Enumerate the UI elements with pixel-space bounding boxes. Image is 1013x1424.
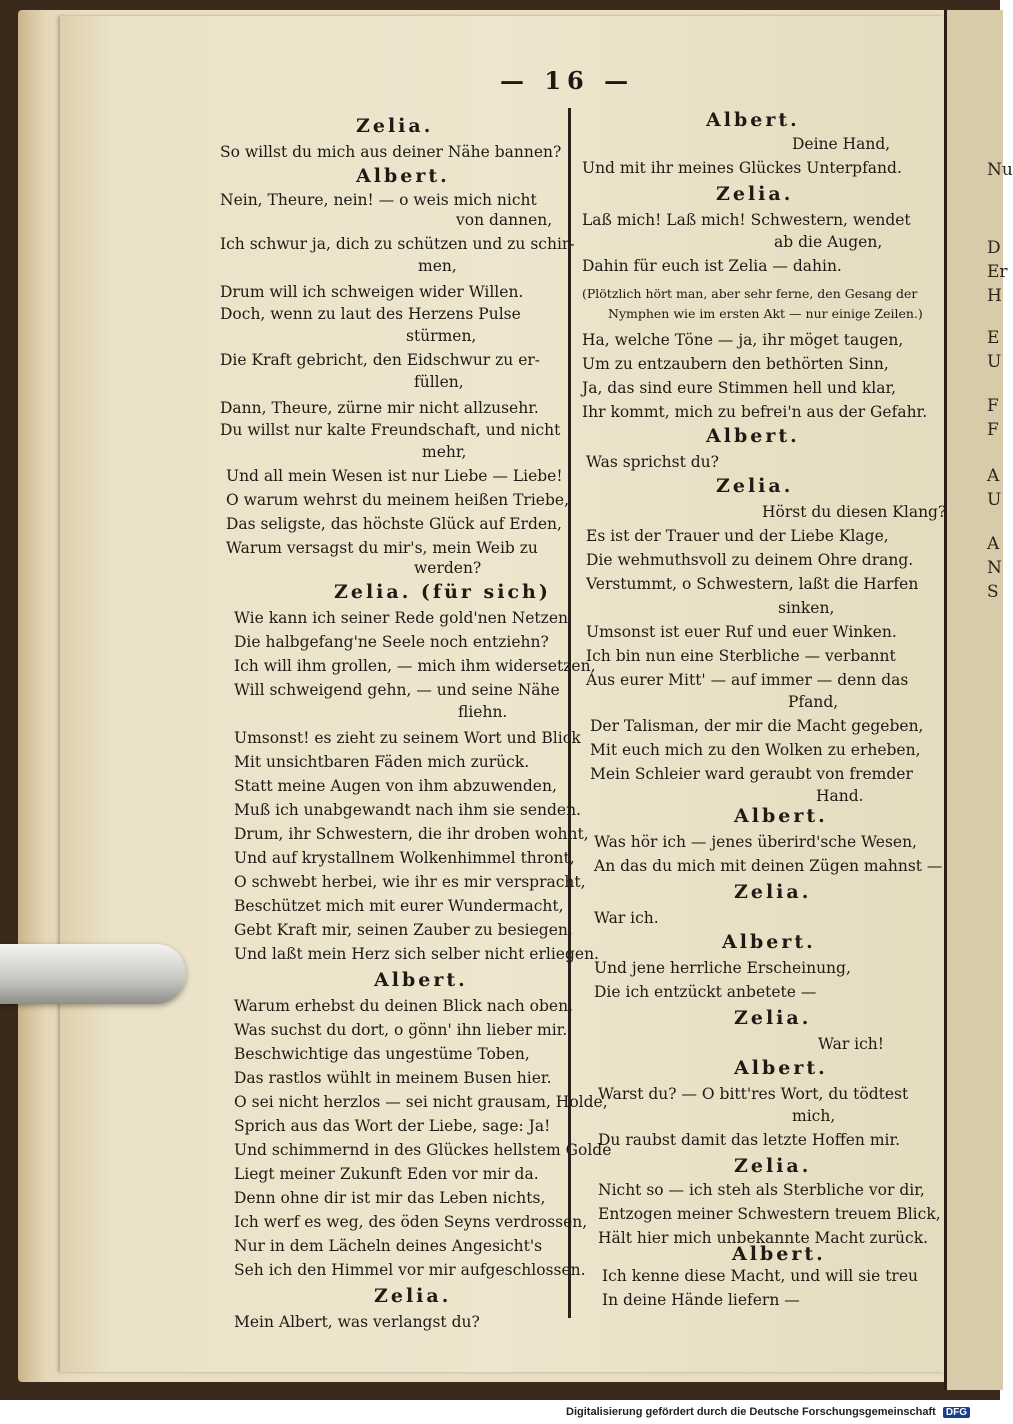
- edge-letter: U: [987, 352, 1002, 372]
- speaker-name: Zelia.: [734, 1155, 812, 1177]
- verse-line: War ich.: [594, 909, 659, 927]
- edge-letter: F: [987, 420, 999, 440]
- verse-line: Verstummt, o Schwestern, laßt die Harfen: [586, 575, 919, 593]
- speaker-name: Albert.: [732, 1243, 826, 1265]
- verse-line: Das rastlos wühlt in meinem Busen hier.: [234, 1069, 552, 1087]
- verse-line: Statt meine Augen von ihm abzuwenden,: [234, 777, 557, 795]
- verse-line: War ich!: [818, 1035, 885, 1053]
- verse-line: Entzogen meiner Schwestern treuem Blick,: [598, 1205, 941, 1223]
- edge-letter: D: [987, 238, 1001, 258]
- verse-line: Du willst nur kalte Freundschaft, und nicht: [220, 421, 561, 439]
- edge-letter: H: [987, 286, 1002, 306]
- verse-line: Hält hier mich unbekannte Macht zurück.: [598, 1229, 929, 1247]
- verse-line: Um zu entzaubern den bethörten Sinn,: [582, 355, 889, 373]
- verse-line: Mit euch mich zu den Wolken zu erheben,: [590, 741, 921, 759]
- verse-line: O warum wehrst du meinem heißen Triebe,: [226, 491, 569, 509]
- column-divider: [568, 108, 571, 1318]
- verse-line: Laß mich! Laß mich! Schwestern, wendet: [582, 211, 911, 229]
- verse-line: Die Kraft gebricht, den Eidschwur zu er-: [220, 351, 541, 369]
- verse-line: Hörst du diesen Klang?: [762, 503, 947, 521]
- verse-line: Pfand,: [788, 693, 839, 711]
- speaker-name: Albert.: [722, 931, 816, 953]
- verse-line: Nur in dem Lächeln deines Angesicht's: [234, 1237, 543, 1255]
- verse-line: Und auf krystallnem Wolkenhimmel thront,: [234, 849, 575, 867]
- verse-line: stürmen,: [406, 327, 477, 345]
- dfg-logo: DFG: [943, 1407, 970, 1418]
- verse-line: Und jene herrliche Erscheinung,: [594, 959, 851, 977]
- stage-direction: Nymphen wie im ersten Akt — nur einige Zeilen.): [608, 306, 923, 321]
- edge-letter: S: [987, 582, 999, 602]
- verse-line: Warum versagst du mir's, mein Weib zu: [226, 539, 538, 557]
- verse-line: mich,: [792, 1107, 836, 1125]
- verse-line: An das du mich mit deinen Zügen mahnst —: [594, 857, 943, 875]
- verse-line: ab die Augen,: [774, 233, 883, 251]
- verse-line: Ich werf es weg, des öden Seyns verdrossen,: [234, 1213, 588, 1231]
- verse-line: mehr,: [422, 443, 467, 461]
- speaker-name: Albert.: [734, 1057, 828, 1079]
- verse-line: Ja, das sind eure Stimmen hell und klar,: [582, 379, 897, 397]
- speaker-name: Albert.: [706, 109, 800, 131]
- edge-letter: A: [987, 466, 1000, 486]
- verse-line: Umsonst! es zieht zu seinem Wort und Blick: [234, 729, 581, 747]
- verse-line: Wie kann ich seiner Rede gold'nen Netzen: [234, 609, 568, 627]
- edge-letter: E: [987, 328, 1000, 348]
- verse-line: Mein Albert, was verlangst du?: [234, 1313, 480, 1331]
- verse-line: Es ist der Trauer und der Liebe Klage,: [586, 527, 889, 545]
- verse-line: Und all mein Wesen ist nur Liebe — Liebe!: [226, 467, 563, 485]
- verse-line: Ich schwur ja, dich zu schützen und zu schir-: [220, 235, 575, 253]
- speaker-name: Albert.: [374, 969, 468, 991]
- verse-line: Was suchst du dort, o gönn' ihn lieber mir.: [234, 1021, 568, 1039]
- verse-line: Die wehmuthsvoll zu deinem Ohre drang.: [586, 551, 914, 569]
- verse-line: Warum erhebst du deinen Blick nach oben,: [234, 997, 574, 1015]
- stage-direction: (Plötzlich hört man, aber sehr ferne, den Gesang der: [582, 286, 918, 301]
- speaker-name: Albert.: [706, 425, 800, 447]
- verse-line: Liegt meiner Zukunft Eden vor mir da.: [234, 1165, 539, 1183]
- verse-line: Muß ich unabgewandt nach ihm sie senden.: [234, 801, 581, 819]
- verse-line: Beschützet mich mit eurer Wundermacht,: [234, 897, 564, 915]
- verse-line: werden?: [414, 559, 482, 577]
- verse-line: Seh ich den Himmel vor mir aufgeschlossen.: [234, 1261, 586, 1279]
- verse-line: O schwebt herbei, wie ihr es mir verspracht,: [234, 873, 586, 891]
- speaker-name: Zelia. (für sich): [334, 581, 551, 603]
- verse-line: So willst du mich aus deiner Nähe bannen?: [220, 143, 562, 161]
- edge-letter: A: [987, 534, 1000, 554]
- verse-line: Gebt Kraft mir, seinen Zauber zu besiegen,: [234, 921, 573, 939]
- verse-line: In deine Hände liefern —: [602, 1291, 800, 1309]
- speaker-name: Zelia.: [716, 475, 794, 497]
- edge-letter: Nu: [987, 160, 1013, 180]
- verse-line: Die ich entzückt anbetete —: [594, 983, 817, 1001]
- next-page-edge: [944, 10, 1013, 1390]
- verse-line: Beschwichtige das ungestüme Toben,: [234, 1045, 530, 1063]
- verse-line: O sei nicht herzlos — sei nicht grausam, Holde,: [234, 1093, 608, 1111]
- verse-line: Dahin für euch ist Zelia — dahin.: [582, 257, 842, 275]
- verse-line: Warst du? — O bitt'res Wort, du tödtest: [598, 1085, 909, 1103]
- verse-line: von dannen,: [456, 211, 553, 229]
- edge-letter: Er: [987, 262, 1008, 282]
- verse-line: Und laßt mein Herz sich selber nicht erliegen.: [234, 945, 599, 963]
- edge-letter: N: [987, 558, 1002, 578]
- speaker-name: Zelia.: [374, 1285, 452, 1307]
- verse-line: Ihr kommt, mich zu befrei'n aus der Gefahr.: [582, 403, 928, 421]
- page-holder-clip: [0, 944, 186, 1004]
- speaker-name: Zelia.: [716, 183, 794, 205]
- verse-line: Ich bin nun eine Sterbliche — verbannt: [586, 647, 896, 665]
- verse-line: Drum, ihr Schwestern, die ihr droben wohnt,: [234, 825, 589, 843]
- verse-line: Du raubst damit das letzte Hoffen mir.: [598, 1131, 901, 1149]
- verse-line: Denn ohne dir ist mir das Leben nichts,: [234, 1189, 546, 1207]
- verse-line: füllen,: [414, 373, 464, 391]
- verse-line: Aus eurer Mitt' — auf immer — denn das: [586, 671, 909, 689]
- page-number: — 16 —: [500, 66, 635, 95]
- verse-line: Nicht so — ich steh als Sterbliche vor dir,: [598, 1181, 925, 1199]
- verse-line: Das seligste, das höchste Glück auf Erden,: [226, 515, 562, 533]
- verse-line: Die halbgefang'ne Seele noch entziehn?: [234, 633, 549, 651]
- verse-line: Sprich aus das Wort der Liebe, sage: Ja!: [234, 1117, 551, 1135]
- speaker-name: Albert.: [734, 805, 828, 827]
- speaker-name: Albert.: [356, 165, 450, 187]
- speaker-name: Zelia.: [356, 115, 434, 137]
- verse-line: Was hör ich — jenes überird'sche Wesen,: [594, 833, 917, 851]
- speaker-name: Zelia.: [734, 881, 812, 903]
- verse-line: Mit unsichtbaren Fäden mich zurück.: [234, 753, 530, 771]
- verse-line: Was sprichst du?: [586, 453, 719, 471]
- verse-line: sinken,: [778, 599, 835, 617]
- verse-line: Doch, wenn zu laut des Herzens Pulse: [220, 305, 521, 323]
- verse-line: fliehn.: [458, 703, 508, 721]
- verse-line: Ha, welche Töne — ja, ihr möget taugen,: [582, 331, 904, 349]
- verse-line: Dann, Theure, zürne mir nicht allzusehr.: [220, 399, 539, 417]
- credit-text: Digitalisierung gefördert durch die Deutsche Forschungsgemeinschaft: [566, 1406, 936, 1418]
- verse-line: Will schweigend gehn, — und seine Nähe: [234, 681, 560, 699]
- verse-line: Und schimmernd in des Glückes hellstem Golde: [234, 1141, 612, 1159]
- verse-line: Ich kenne diese Macht, und will sie treu: [602, 1267, 918, 1285]
- edge-letter: F: [987, 396, 999, 416]
- verse-line: Ich will ihm grollen, — mich ihm widersetzen,: [234, 657, 596, 675]
- verse-line: Der Talisman, der mir die Macht gegeben,: [590, 717, 924, 735]
- edge-letter: U: [987, 490, 1002, 510]
- verse-line: men,: [418, 257, 457, 275]
- verse-line: Mein Schleier ward geraubt von fremder: [590, 765, 913, 783]
- verse-line: Drum will ich schweigen wider Willen.: [220, 283, 524, 301]
- verse-line: Und mit ihr meines Glückes Unterpfand.: [582, 159, 902, 177]
- verse-line: Deine Hand,: [792, 135, 891, 153]
- verse-line: Hand.: [816, 787, 864, 805]
- verse-line: Umsonst ist euer Ruf und euer Winken.: [586, 623, 897, 641]
- digitization-credit: [566, 1406, 970, 1418]
- speaker-name: Zelia.: [734, 1007, 812, 1029]
- verse-line: Nein, Theure, nein! — o weis mich nicht: [220, 191, 537, 209]
